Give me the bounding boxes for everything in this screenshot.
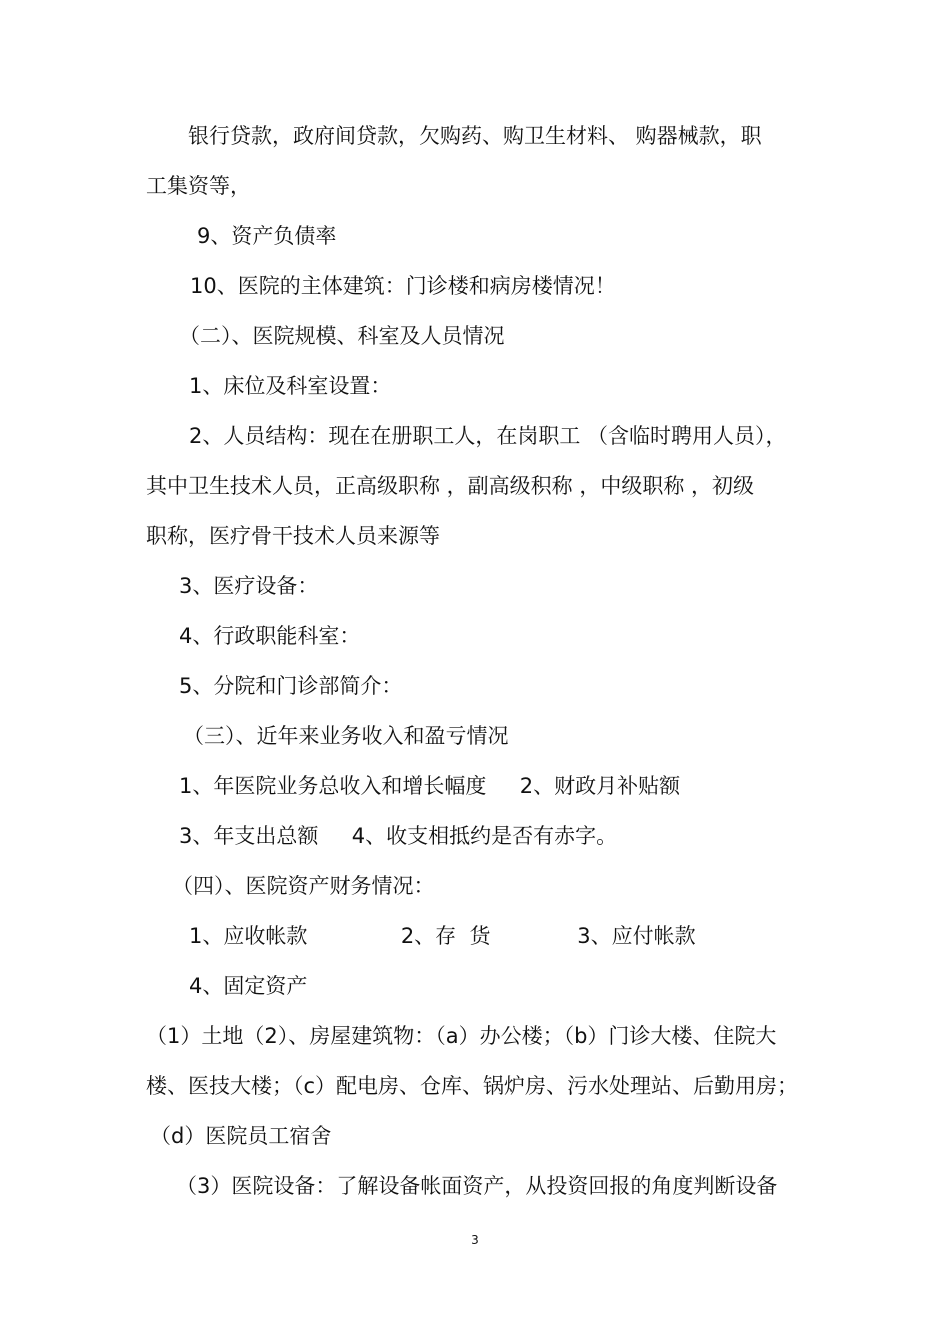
text-line: 2、人员结构：现在在册职工人，在岗职工 （含临时聘用人员）， [189, 424, 787, 448]
text-line: （3）医院设备：了解设备帐面资产，从投资回报的角度判断设备 [176, 1174, 778, 1198]
text-line: 1、应收帐款 2、存 货 3、应付帐款 [189, 924, 696, 948]
text-line: 银行贷款，政府间贷款，欠购药、购卫生材料、 购器械款，职 [188, 124, 762, 148]
text-line: 4、固定资产 [189, 974, 308, 998]
text-line: 楼、医技大楼；（c）配电房、仓库、锅炉房、污水处理站、后勤用房； [146, 1074, 799, 1098]
text-line: 工集资等， [146, 174, 251, 198]
page-number: 3 [471, 1233, 479, 1247]
text-line: 5、分院和门诊部简介： [179, 674, 403, 698]
text-line: （d）医院员工宿舍 [150, 1124, 332, 1148]
text-line: 4、行政职能科室： [179, 624, 361, 648]
text-line: 1、年医院业务总收入和增长幅度 2、财政月补贴额 [179, 774, 681, 798]
text-line: 职称，医疗骨干技术人员来源等 [146, 524, 440, 548]
text-line: 9、资产负债率 [197, 224, 337, 248]
section-heading: （四）、医院资产财务情况： [172, 874, 435, 898]
section-heading: （三）、近年来业务收入和盈亏情况 [183, 724, 509, 748]
text-line: 其中卫生技术人员，正高级职称 ，副高级积称 ，中级职称 ，初级 [146, 474, 755, 498]
section-heading: （二）、医院规模、科室及人员情况 [179, 324, 505, 348]
text-line: 3、年支出总额 4、收支相抵约是否有赤字。 [179, 824, 618, 848]
text-line: （1）土地（2）、房屋建筑物：（a）办公楼；（b）门诊大楼、住院大 [146, 1024, 777, 1048]
text-line: 3、医疗设备： [179, 574, 319, 598]
text-line: 10、医院的主体建筑：门诊楼和病房楼情况！ [190, 274, 616, 298]
text-line: 1、床位及科室设置： [189, 374, 392, 398]
